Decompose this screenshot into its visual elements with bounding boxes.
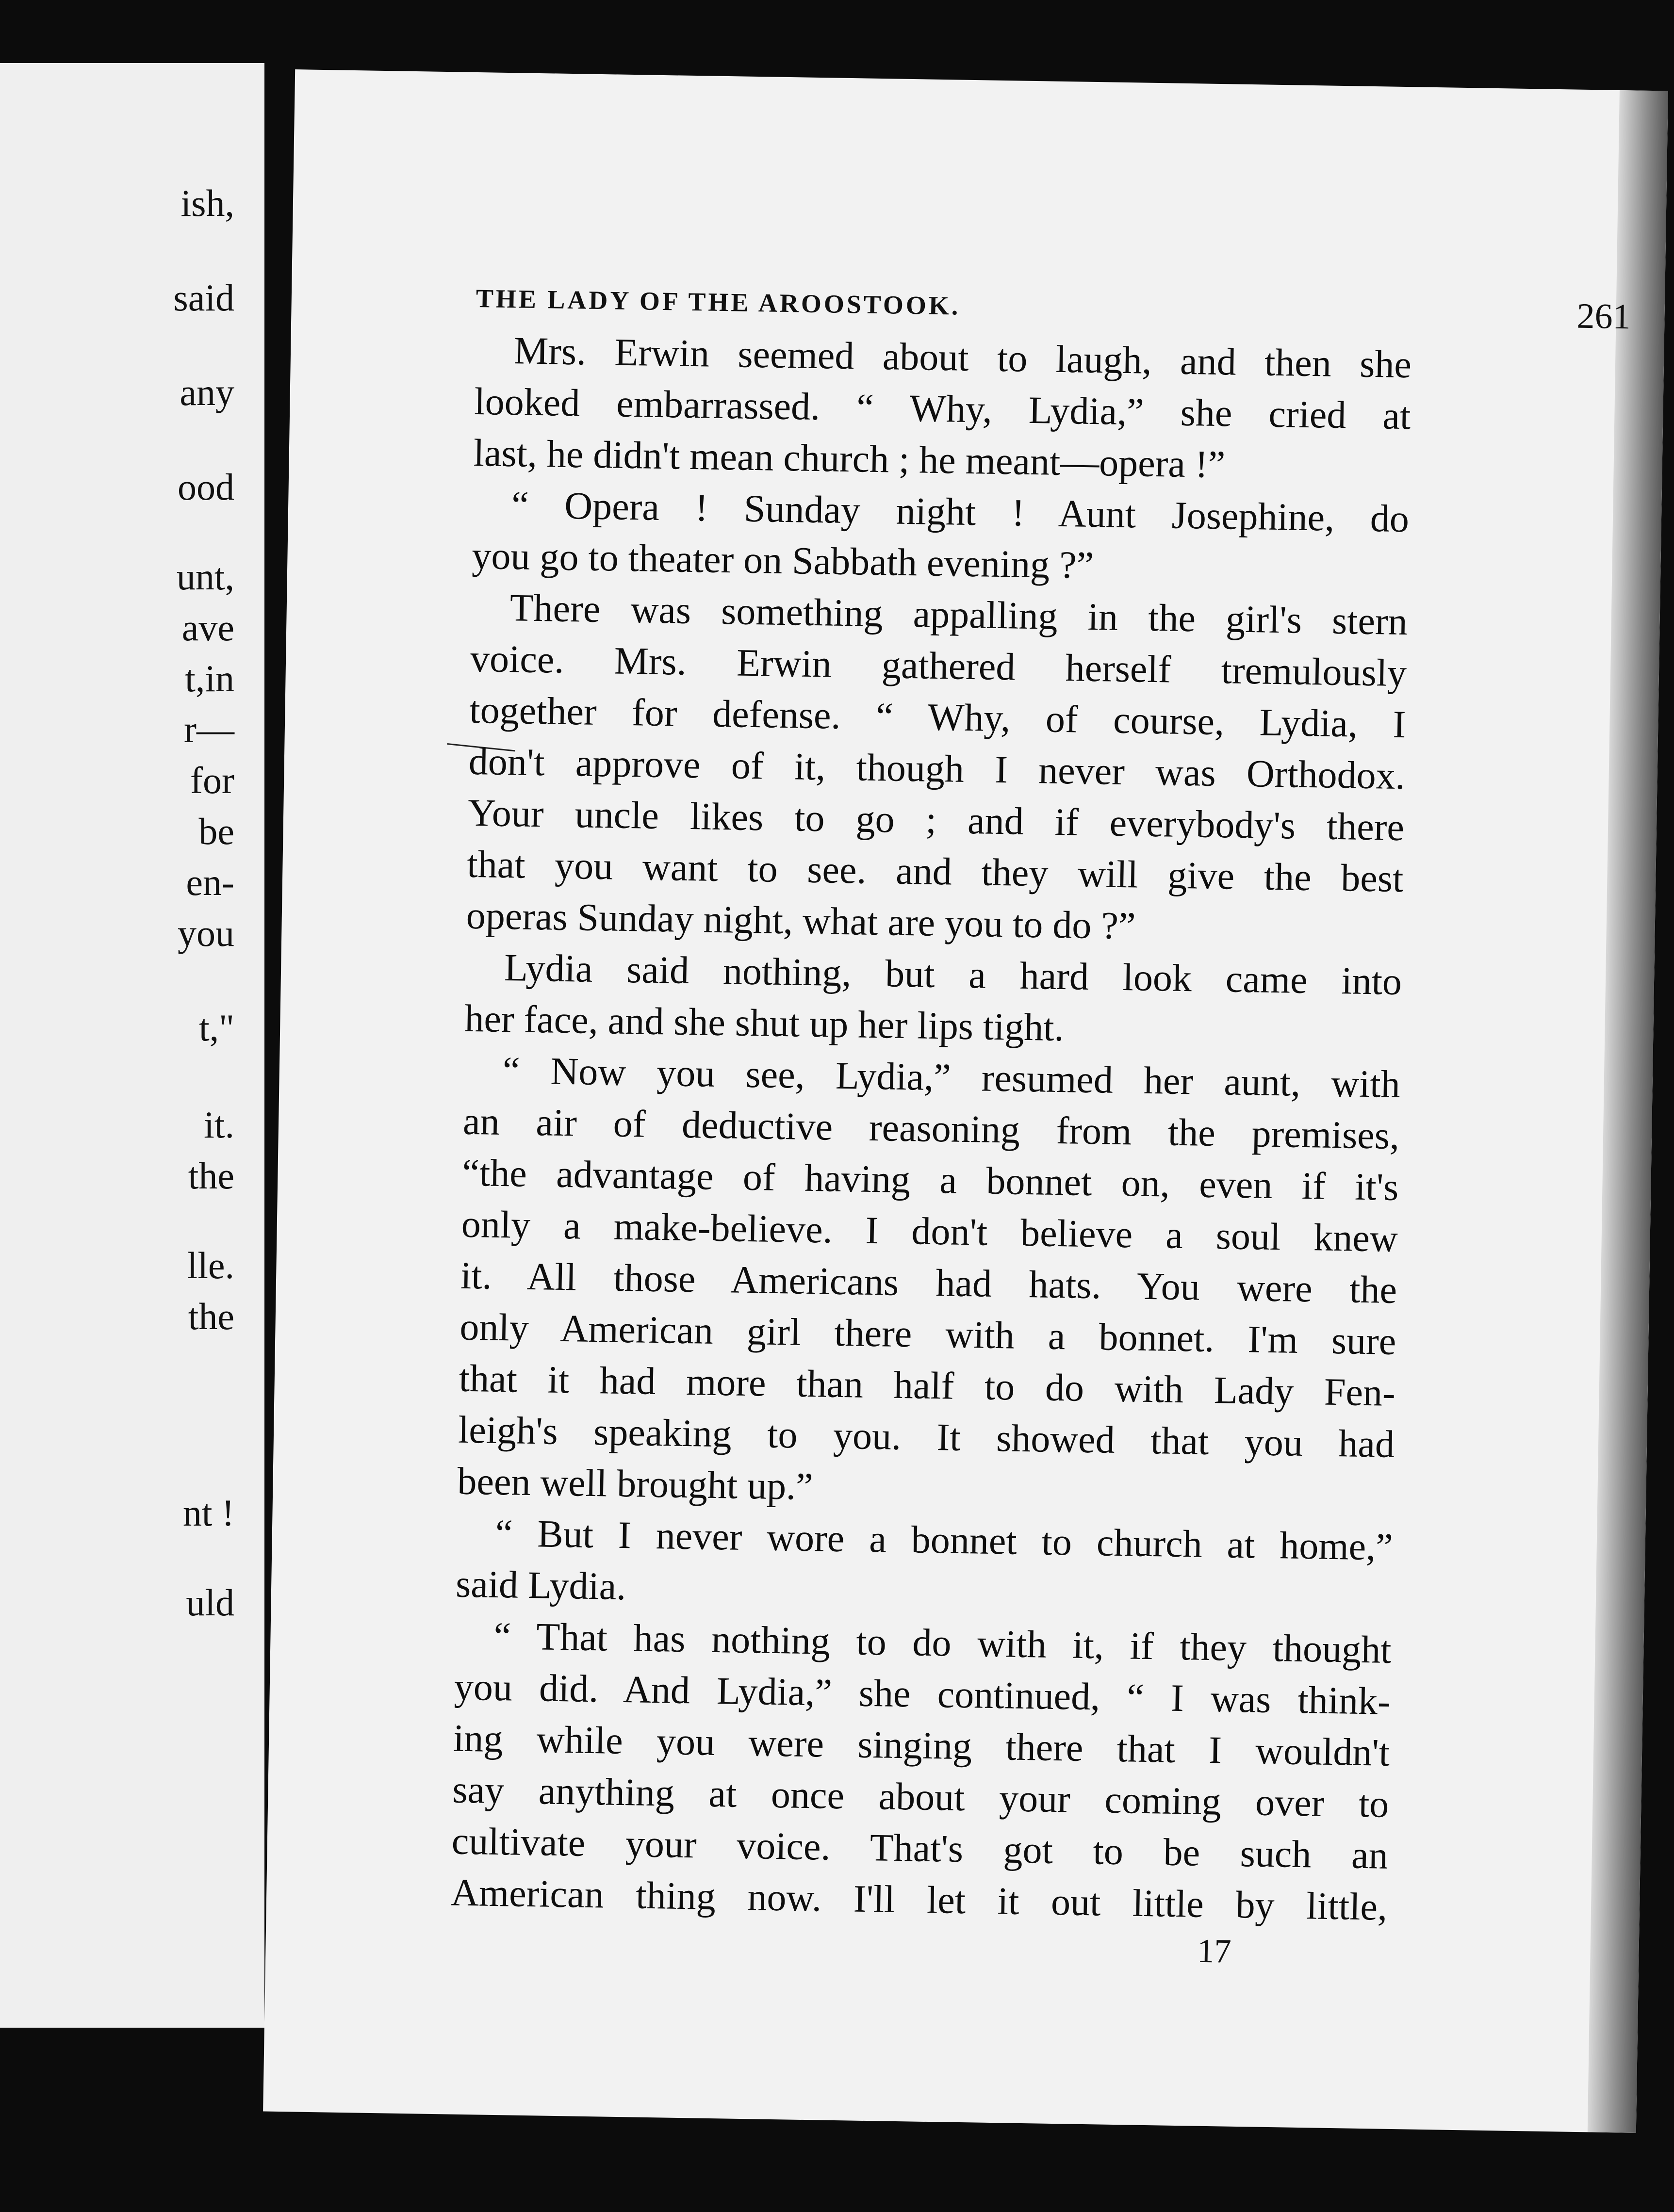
text-line: last, he didn't mean church ; he meant—opera !” xyxy=(473,431,1226,487)
left-page-fragment: en- xyxy=(186,861,234,903)
left-page xyxy=(0,63,264,2028)
text-line: American thing now. I'll let it out little by little, xyxy=(450,1871,1388,1929)
text-line: “ That has nothing to do with it, if they thought xyxy=(493,1614,1392,1672)
text-line: together for defense. “ Why, of course, Lydia, I xyxy=(469,688,1406,747)
text-line: been well brought up.” xyxy=(457,1460,814,1509)
text-line: Your uncle likes to go ; and if everybody's there xyxy=(467,791,1405,849)
body-text xyxy=(450,325,1412,1979)
text-line: that you want to see. and they will give the best xyxy=(466,843,1404,901)
text-line: cultivate your voice. That's got to be such an xyxy=(451,1820,1389,1877)
text-line: you did. And Lydia,” she continued, “ I was think- xyxy=(454,1665,1391,1723)
text-line: There was something appalling in the girl's stern xyxy=(509,586,1408,644)
text-line: that it had more than half to do with Lady Fen- xyxy=(459,1357,1396,1415)
text-line: “ But I never wore a bonnet to church at home,” xyxy=(495,1512,1394,1569)
left-page-fragment: unt, xyxy=(176,555,234,598)
text-line: her face, and she shut up her lips tight. xyxy=(464,997,1065,1050)
left-page-fragment: for xyxy=(190,759,234,801)
left-page-fragment: it. xyxy=(204,1104,234,1146)
text-line: you go to theater on Sabbath evening ?” xyxy=(471,534,1094,587)
left-page-fragment: t," xyxy=(198,1007,234,1049)
left-page-fragment: you xyxy=(178,912,234,954)
text-line: only American girl there with a bonnet. I'm sure xyxy=(459,1305,1397,1363)
text-line: voice. Mrs. Erwin gathered herself tremulously xyxy=(470,637,1407,695)
left-page-fragment: ish, xyxy=(181,182,234,224)
left-page-fragment: ave xyxy=(181,606,234,649)
right-page xyxy=(263,69,1668,2133)
page-number: 261 xyxy=(1576,296,1631,337)
left-page-fragment: be xyxy=(198,810,234,852)
left-page-fragment: ood xyxy=(178,466,234,508)
left-page-fragment: lle. xyxy=(187,1244,234,1286)
text-line: don't approve of it, though I never was Orthodox. xyxy=(468,740,1406,798)
text-line: operas Sunday night, what are you to do ?” xyxy=(466,894,1136,948)
text-line: an air of deductive reasoning from the premises, xyxy=(462,1100,1400,1158)
left-page-fragment: nt ! xyxy=(182,1492,234,1534)
text-line: it. All those Americans had hats. You were the xyxy=(460,1254,1397,1312)
text-line: said Lydia. xyxy=(455,1562,626,1609)
left-page-fragment: any xyxy=(180,371,234,413)
running-title: THE LADY OF THE AROOSTOOK. xyxy=(476,283,961,321)
text-line: “the advantage of having a bonnet on, even if it's xyxy=(461,1151,1399,1209)
text-line: only a make-believe. I don't believe a soul knew xyxy=(461,1203,1398,1261)
text-line: say anything at once about your coming over to xyxy=(452,1768,1390,1826)
text-line: ing while you were singing there that I wouldn't xyxy=(453,1717,1390,1774)
text-line: “ Now you see, Lydia,” resumed her aunt, with xyxy=(502,1049,1401,1106)
left-page-fragment: t,in xyxy=(185,657,234,699)
left-page-fragment: the xyxy=(188,1295,234,1337)
left-page-fragment: said xyxy=(173,276,234,319)
left-page-fragment: uld xyxy=(186,1581,234,1624)
text-line: Lydia said nothing, but a hard look came into xyxy=(504,946,1402,1004)
page-edge xyxy=(1588,90,1668,2133)
text-line: “ Opera ! Sunday night ! Aunt Josephine, do xyxy=(511,484,1410,541)
left-page-fragment: r— xyxy=(184,708,234,750)
text-line: Mrs. Erwin seemed about to laugh, and then she xyxy=(513,329,1412,387)
left-page-fragment: the xyxy=(188,1155,234,1197)
text-line: leigh's speaking to you. It showed that you had xyxy=(458,1408,1395,1466)
signature-mark: 17 xyxy=(1197,1932,1232,1970)
text-line: looked embarrassed. “ Why, Lydia,” she cried at xyxy=(474,380,1411,438)
